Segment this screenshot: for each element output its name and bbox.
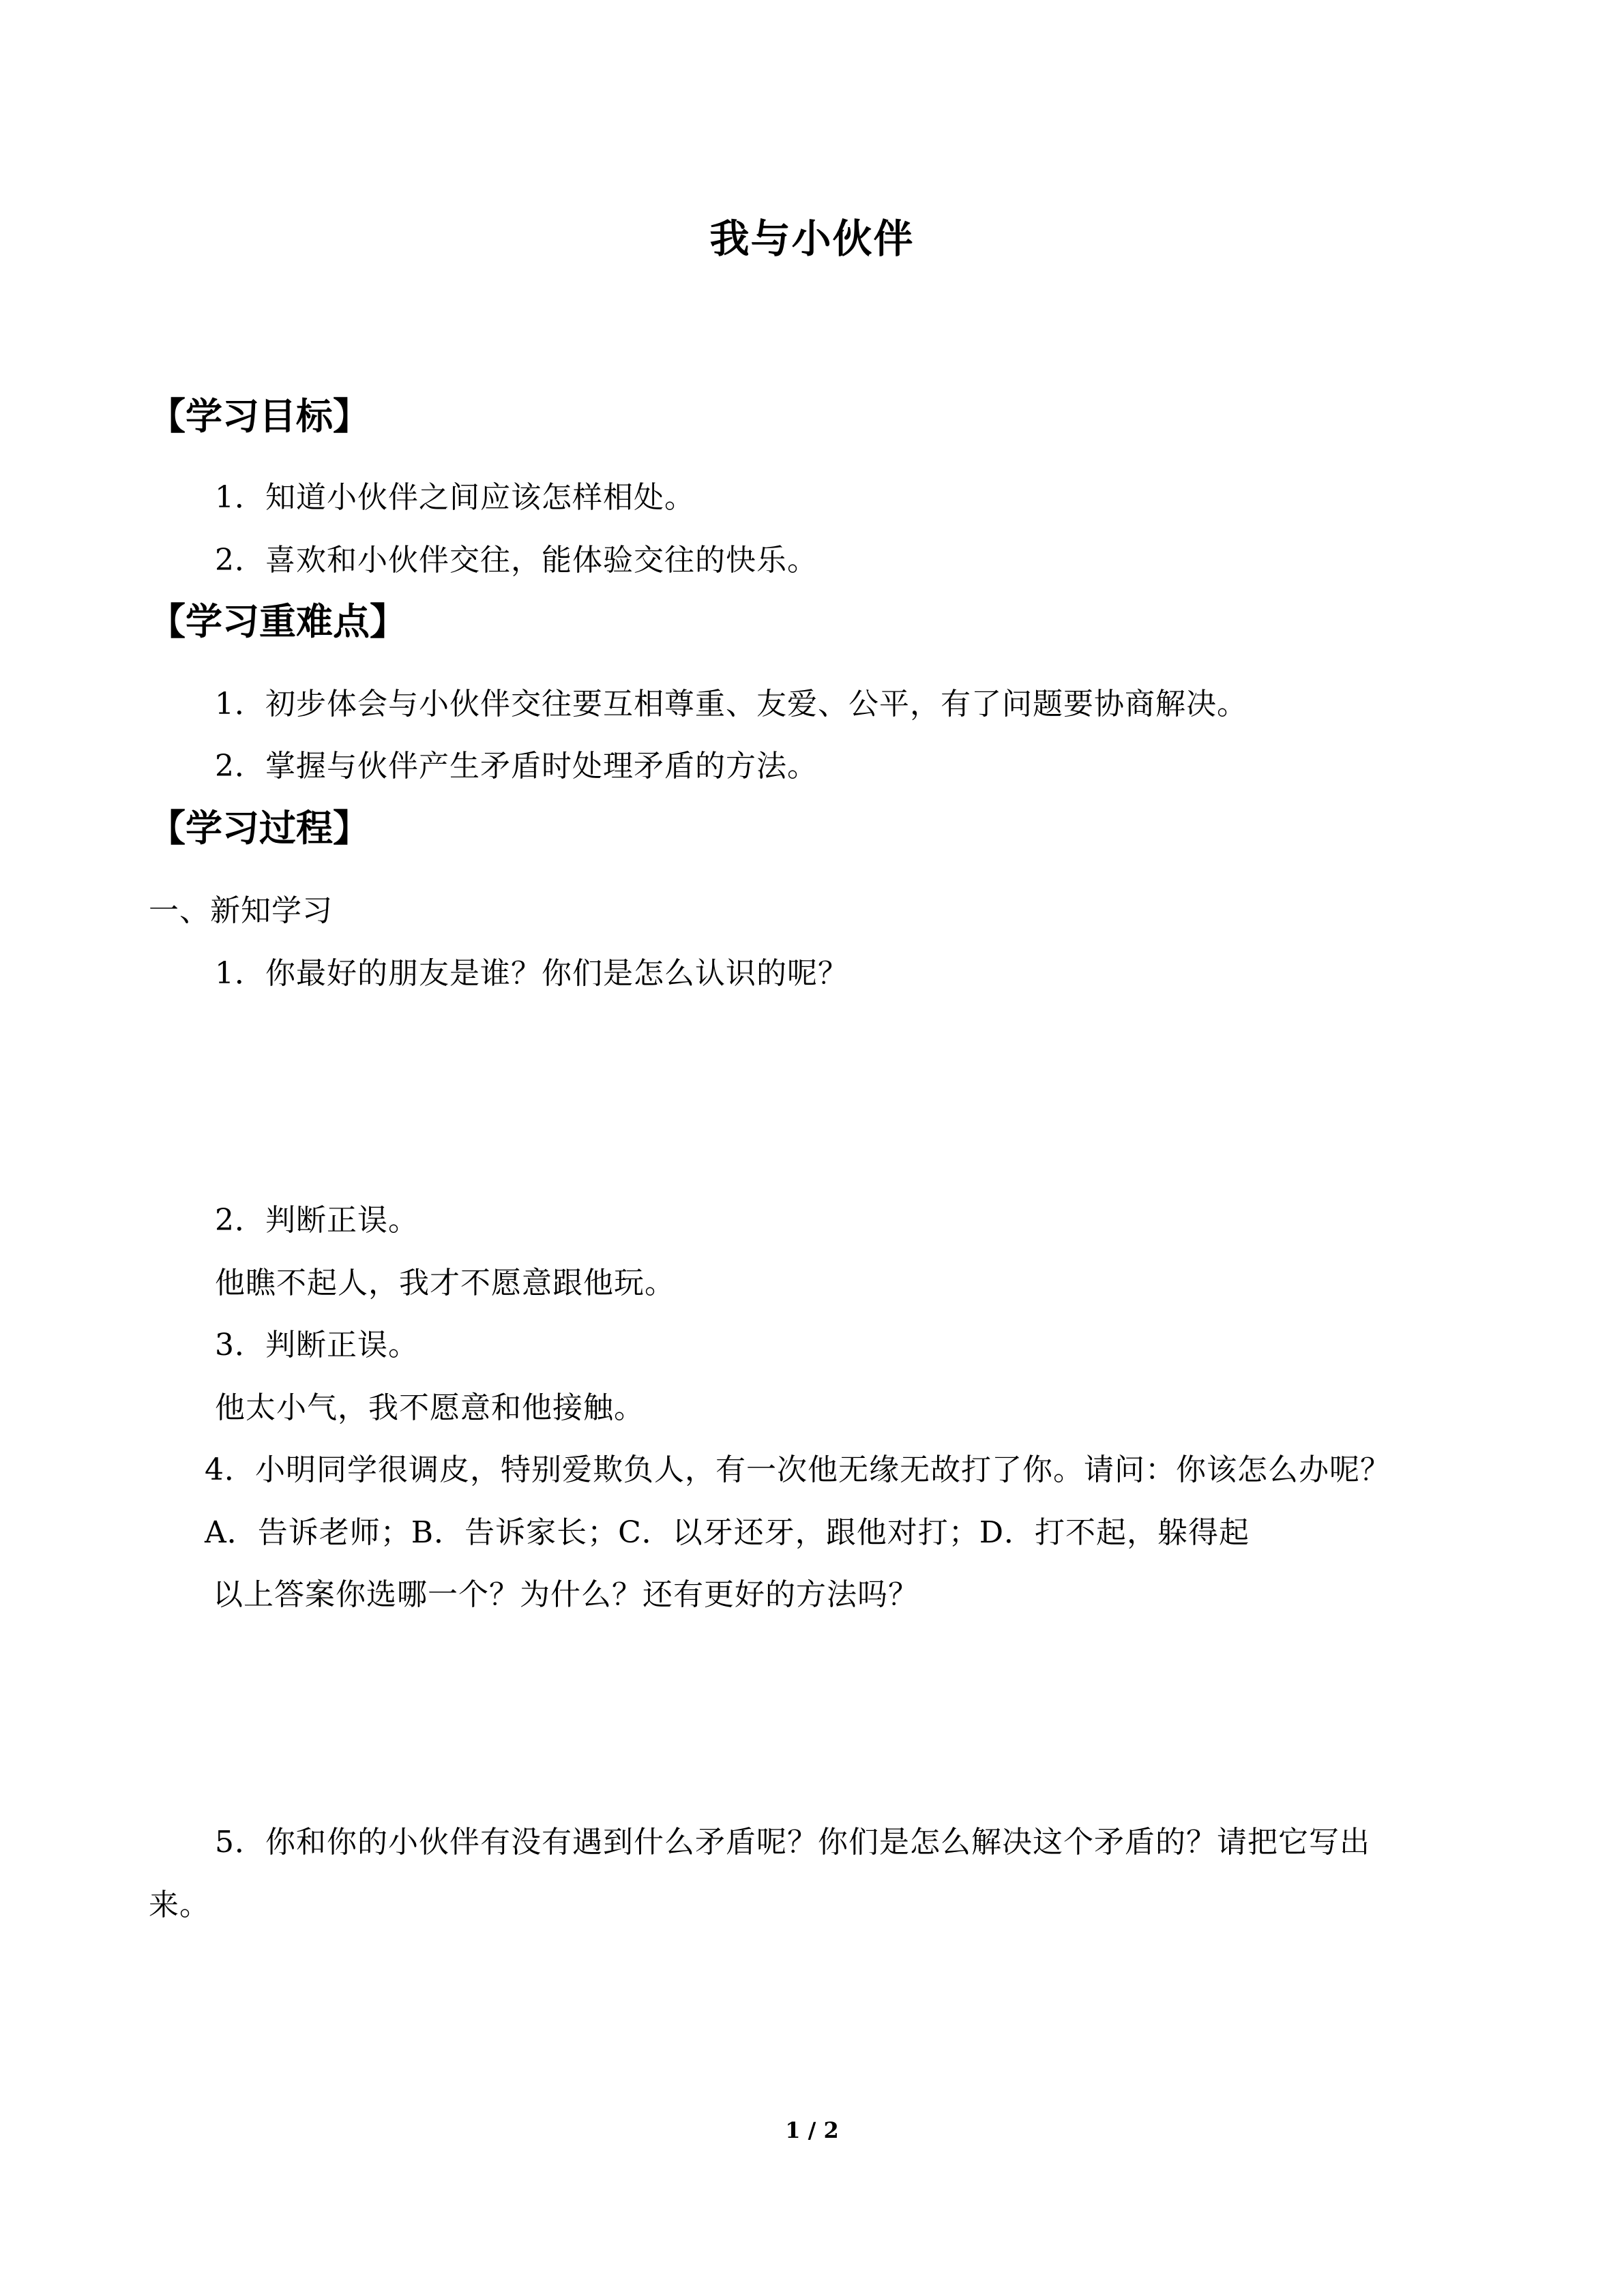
question-4-followup: 以上答案你选哪一个？为什么？还有更好的方法吗？ [213,1577,919,1612]
key-point-item-2: 2．掌握与伙伴产生矛盾时处理矛盾的方法。 [215,749,818,784]
objective-item-1: 1．知道小伙伴之间应该怎样相处。 [215,480,695,515]
subsection-heading-new-knowledge: 一、新知学习 [149,893,333,928]
question-5-line-1: 5．你和你的小伙伴有没有遇到什么矛盾呢？你们是怎么解决这个矛盾的？请把它写出 [215,1825,1370,1860]
question-4: 4．小明同学很调皮，特别爱欺负人，有一次他无缘无故打了你。请问：你该怎么办呢？ [205,1452,1391,1487]
question-1: 1．你最好的朋友是谁？你们是怎么认识的呢？ [215,956,848,991]
objective-item-2: 2．喜欢和小伙伴交往，能体验交往的快乐。 [215,543,818,578]
question-5-line-2: 来。 [149,1888,210,1922]
question-3-statement: 他太小气，我不愿意和他接触。 [215,1390,645,1425]
page-title: 我与小伙伴 [709,215,915,262]
section-heading-objectives: 【学习目标】 [149,395,370,438]
key-point-item-1: 1．初步体会与小伙伴交往要互相尊重、友爱、公平，有了问题要协商解决。 [215,687,1247,721]
question-2-statement: 他瞧不起人，我才不愿意跟他玩。 [215,1266,675,1300]
section-heading-key-points: 【学习重难点】 [149,600,407,643]
question-2-label: 2．判断正误。 [215,1203,419,1238]
section-heading-process: 【学习过程】 [149,807,370,850]
question-4-options: A．告诉老师；B．告诉家长；C．以牙还牙，跟他对打；D．打不起，躲得起 [205,1515,1250,1550]
question-3-label: 3．判断正误。 [215,1328,419,1362]
page-number: 1 / 2 [785,2117,839,2143]
